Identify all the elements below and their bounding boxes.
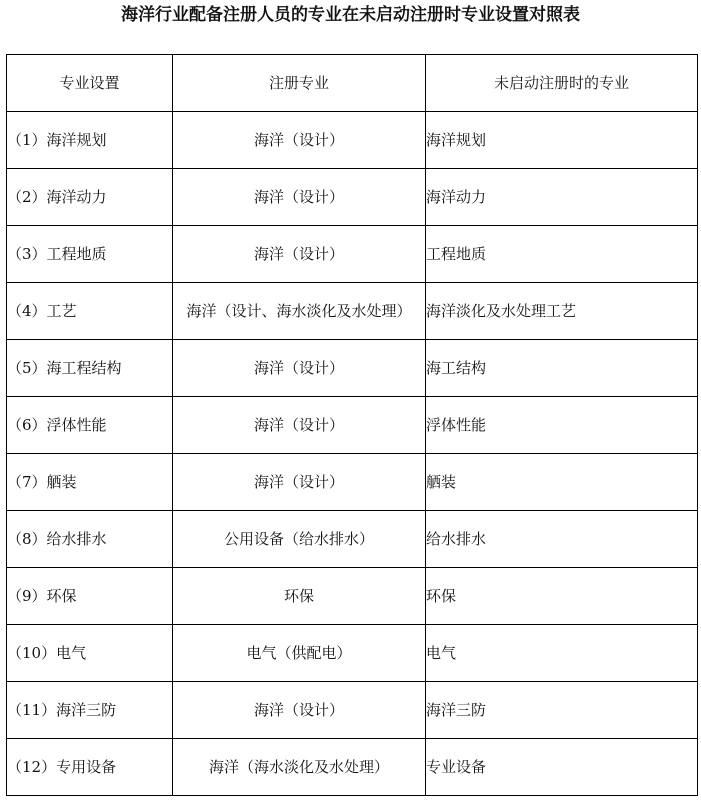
cell-registered-specialty: 公用设备（给水排水） <box>173 511 426 568</box>
table-row <box>7 568 698 625</box>
cell-registered-specialty: 海洋（设计） <box>173 340 426 397</box>
cell-registered-specialty: 海洋（设计、海水淡化及水处理） <box>173 283 426 340</box>
cell-registered-specialty: 海洋（设计） <box>173 226 426 283</box>
cell-specialty-setting: （8）给水排水 <box>7 511 173 568</box>
table-row <box>7 625 698 682</box>
header-pre-registration-specialty: 未启动注册时的专业 <box>426 55 698 112</box>
cell-registered-specialty: 海洋（设计） <box>173 454 426 511</box>
table-row <box>7 112 698 169</box>
header-row <box>7 55 698 112</box>
cell-specialty-setting: （3）工程地质 <box>7 226 173 283</box>
cell-registered-specialty: 海洋（设计） <box>173 169 426 226</box>
cell-pre-registration-specialty: 海洋规划 <box>426 112 698 169</box>
table-row <box>7 454 698 511</box>
cell-pre-registration-specialty: 海洋三防 <box>426 682 698 739</box>
header-specialty-setting: 专业设置 <box>7 55 173 112</box>
cell-pre-registration-specialty: 环保 <box>426 568 698 625</box>
cell-pre-registration-specialty: 工程地质 <box>426 226 698 283</box>
cell-pre-registration-specialty: 舾装 <box>426 454 698 511</box>
cell-registered-specialty: 电气（供配电） <box>173 625 426 682</box>
cell-specialty-setting: （11）海洋三防 <box>7 682 173 739</box>
cell-specialty-setting: （1）海洋规划 <box>7 112 173 169</box>
header-registered-specialty: 注册专业 <box>173 55 426 112</box>
cell-specialty-setting: （9）环保 <box>7 568 173 625</box>
cell-pre-registration-specialty: 给水排水 <box>426 511 698 568</box>
cell-pre-registration-specialty: 海洋淡化及水处理工艺 <box>426 283 698 340</box>
cell-pre-registration-specialty: 专业设备 <box>426 739 698 796</box>
cell-registered-specialty: 海洋（设计） <box>173 397 426 454</box>
specialty-mapping-table <box>6 54 698 796</box>
table-row <box>7 739 698 796</box>
cell-registered-specialty: 海洋（设计） <box>173 682 426 739</box>
cell-specialty-setting: （10）电气 <box>7 625 173 682</box>
cell-pre-registration-specialty: 电气 <box>426 625 698 682</box>
cell-pre-registration-specialty: 浮体性能 <box>426 397 698 454</box>
cell-registered-specialty: 海洋（设计） <box>173 112 426 169</box>
cell-specialty-setting: （7）舾装 <box>7 454 173 511</box>
table-row <box>7 340 698 397</box>
table-row <box>7 226 698 283</box>
cell-registered-specialty: 海洋（海水淡化及水处理） <box>173 739 426 796</box>
cell-specialty-setting: （4）工艺 <box>7 283 173 340</box>
table-body <box>7 112 698 796</box>
page-title: 海洋行业配备注册人员的专业在未启动注册时专业设置对照表 <box>121 5 580 25</box>
table-row <box>7 682 698 739</box>
table-header <box>7 55 698 112</box>
cell-specialty-setting: （6）浮体性能 <box>7 397 173 454</box>
cell-specialty-setting: （5）海工程结构 <box>7 340 173 397</box>
cell-specialty-setting: （2）海洋动力 <box>7 169 173 226</box>
table-row <box>7 169 698 226</box>
table-row <box>7 283 698 340</box>
cell-registered-specialty: 环保 <box>173 568 426 625</box>
table-row <box>7 511 698 568</box>
cell-specialty-setting: （12）专用设备 <box>7 739 173 796</box>
cell-pre-registration-specialty: 海工结构 <box>426 340 698 397</box>
table-row <box>7 397 698 454</box>
cell-pre-registration-specialty: 海洋动力 <box>426 169 698 226</box>
